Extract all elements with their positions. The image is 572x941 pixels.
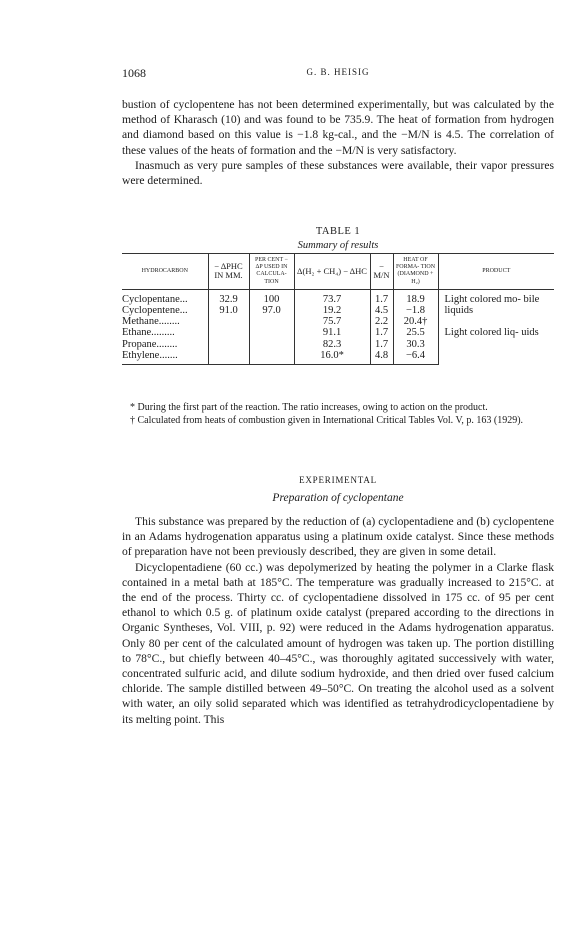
hydrocarbon-cell: Ethylene....... [122, 350, 208, 365]
mn-cell: 1.7 [370, 327, 393, 338]
percent-cell: 97.0 [249, 305, 294, 316]
running-head [122, 66, 554, 84]
mn-cell: 4.8 [370, 350, 393, 365]
heat-cell: 20.4† [393, 316, 438, 327]
intro-text [122, 97, 554, 188]
mn-cell: 1.7 [370, 339, 393, 350]
hydrocarbon-cell: Ethane......... [122, 327, 175, 339]
heat-cell: 25.5 [393, 327, 438, 338]
ratio-cell: 73.7 [294, 289, 370, 305]
product-cell: Light colored mo- bile liquids [438, 289, 554, 327]
hydrocarbon-cell: Methane........ [122, 316, 180, 328]
page-number: 1068 [122, 66, 146, 80]
delta-p-cell [208, 316, 249, 327]
delta-p-cell: 32.9 [208, 289, 249, 305]
column-header: HEAT OF FORMA- TION (DIAMOND + H₂) [393, 254, 438, 290]
ratio-cell: 75.7 [294, 316, 370, 327]
mn-cell: 4.5 [370, 305, 393, 316]
column-header: Δ(H₂ + CH₄) − ΔHC [294, 254, 370, 290]
hydrocarbon-cell: Cyclopentene... [122, 305, 188, 317]
body-text [122, 514, 554, 727]
percent-cell [249, 339, 294, 350]
hydrocarbon-cell: Cyclopentane... [122, 293, 188, 305]
ratio-cell: 82.3 [294, 339, 370, 350]
percent-cell [249, 327, 294, 338]
column-header: − ΔPHC IN MM. [208, 254, 249, 290]
footnote: † Calculated from heats of combustion given in International Critical Tables Vol. V, p. 163 (1929). [130, 414, 524, 426]
intro-paragraph: Inasmuch as very pure samples of these substances were available, their vapor pressures were determined. [122, 158, 554, 188]
column-header: PRODUCT [438, 254, 554, 290]
hydrocarbon-cell: Propane........ [122, 338, 178, 350]
mn-cell: 1.7 [370, 289, 393, 305]
table-footnotes [122, 402, 554, 427]
heat-cell: 18.9 [393, 289, 438, 305]
footnote: * During the first part of the reaction. The ratio increases, owing to action on the product. [130, 402, 488, 413]
table-title: TABLE 1 [315, 226, 361, 237]
results-table [122, 253, 554, 365]
column-header: HYDROCARBON [122, 254, 208, 290]
delta-p-cell [208, 339, 249, 350]
ratio-cell: 16.0* [294, 350, 370, 365]
body-paragraph: This substance was prepared by the reduction of (a) cyclopentadiene and (b) cyclopentene in an Adams hydrogenation apparatus using a platinum oxide catalyst. Since these methods of preparation have not been previously described, they are given in some detail. [122, 515, 554, 559]
delta-p-cell [208, 350, 249, 365]
delta-p-cell [208, 327, 249, 338]
subsection-heading: Preparation of cyclopentane [272, 492, 404, 504]
ratio-cell: 19.2 [294, 305, 370, 316]
table-subtitle: Summary of results [297, 240, 379, 251]
table-header-row [122, 254, 554, 290]
column-header: − M/N [370, 254, 393, 290]
body-paragraph: Dicyclopentadiene (60 cc.) was depolymerized by heating the polymer in a Clarke flask contained in a metal bath at 185°C. The temperature was gradually increased to 215°C. at the end of the process. Thirty cc. of cyclopentadiene dissolved in 175 cc. of 95 per cent ethanol to which 0.5 g. of platinum oxide catalyst (prepared according to the directions in Organic Syntheses, Vol. VIII, p. 92) were reduced in the Adams hydrogenation apparatus. Only 80 per cent of the calculated amount of hydrogen was taken up. The portion distilling to 78°C., but chiefly between 40–45°C., was thoroughly agitated successively with water, concentrated sulfuric acid, and dilute sodium hydroxide, and then dried over fused calcium chloride. The sample distilled between 49–50°C. On treating the alcohol used as a solvent with water, an oily solid separated which was identified as tetrahydrodicyclopentadiene by its melting point. This [122, 560, 554, 726]
running-title: G. B. HEISIG [306, 67, 370, 77]
percent-cell [249, 350, 294, 365]
section-heading: EXPERIMENTAL [299, 475, 377, 485]
delta-p-cell: 91.0 [208, 305, 249, 316]
mn-cell: 2.2 [370, 316, 393, 327]
intro-paragraph: bustion of cyclopentene has not been determined experimentally, but was calculated by the method of Kharasch (10) and was found to be 735.9. The heat of formation from hydrogen and diamond based on this value is −1.8 kg-cal., and the −M/N is 4.5. The correlation of these values of the heats of formation and the −M/N is very satisfactory. [122, 98, 554, 157]
heat-cell: −1.8 [393, 305, 438, 316]
table-row [122, 289, 554, 305]
percent-cell [249, 316, 294, 327]
heat-cell: −6.4 [393, 350, 438, 365]
table-row [122, 327, 554, 338]
percent-cell: 100 [249, 289, 294, 305]
ratio-cell: 91.1 [294, 327, 370, 338]
heat-cell: 30.3 [393, 339, 438, 350]
product-cell: Light colored liq- uids [438, 327, 554, 364]
column-header: PER CENT − ΔP USED IN CALCULA- TION [249, 254, 294, 290]
